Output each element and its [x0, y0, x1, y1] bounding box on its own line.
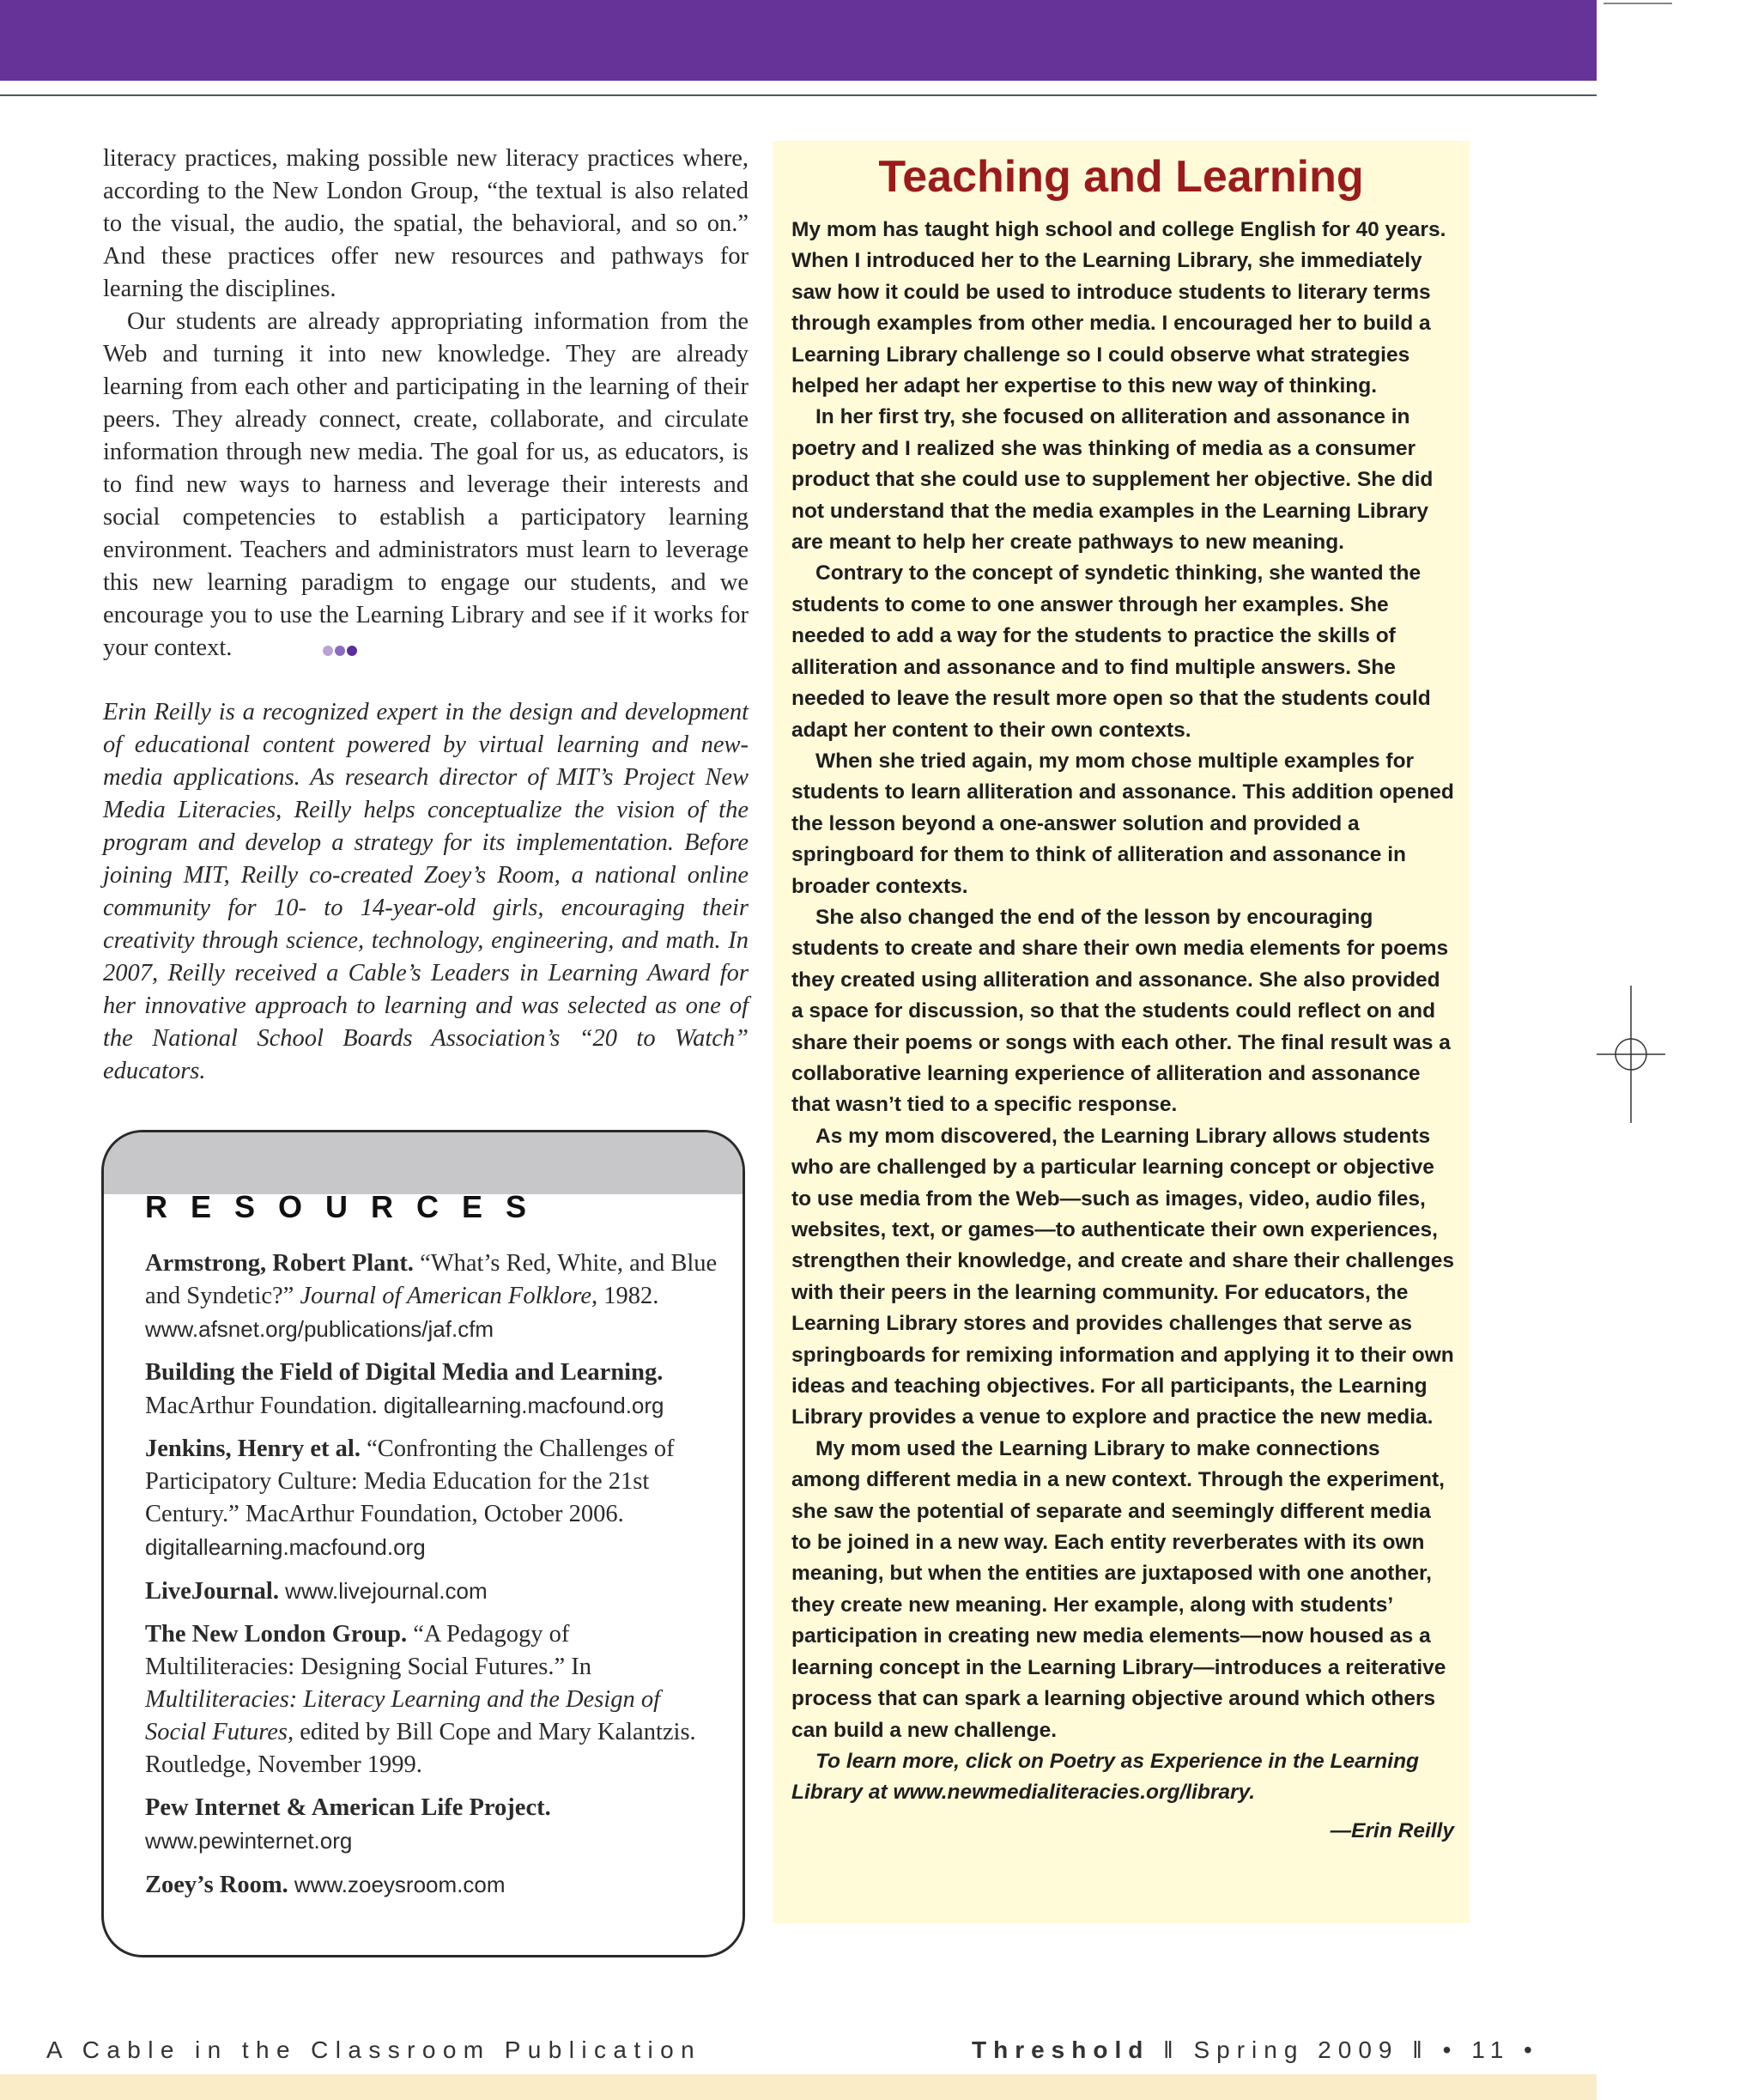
article-paragraph-2	[103, 306, 749, 665]
resource-item: Jenkins, Henry et al. “Confronting the Challenges of Participatory Culture: Media Education for the 21st Century.” MacArthur Foundation, October 2006. digitallearning.macfound.org	[145, 1435, 675, 1560]
header-rule	[0, 94, 1597, 96]
sidebar-paragraph: As my mom discovered, the Learning Library allows students who are challenged by a particular learning concept or objective to use media from the Web—such as images, video, audio files, websites, text, or games—to authenticate their own experiences, strengthen their knowledge, and create and share their challenges with their peers in the learning community. For educators, the Learning Library stores and provides challenges that serve as springboards for remixing information and applying it to their own ideas and teaching objectives. For all participants, the Learning Library provides a venue to explore and practice the new media.	[791, 1124, 1454, 1429]
article-column	[103, 143, 749, 1088]
resource-link[interactable]: www.pewinternet.org	[145, 1828, 353, 1854]
author-bio: Erin Reilly is a recognized expert in the design and development of educational content powered by virtual learning and new-media applications. As research director of MIT’s Project New Media Literacies, Reilly helps conceptualize the vision of the program and develop a strategy for its implementation. Before joining MIT, Reilly co-created Zoey’s Room, a national online community for 10- to 14-year-old girls, encouraging their creativity through science, technology, engineering, and math. In 2007, Reilly received a Cable’s Leaders in Learning Award for her innovative approach to learning and was selected as one of the National School Boards Association’s “20 to Watch” educators.	[103, 699, 749, 1085]
resource-item: Zoey’s Room. www.zoeysroom.com	[145, 1872, 506, 1898]
resource-link[interactable]: www.livejournal.com	[285, 1578, 488, 1604]
resource-link[interactable]: www.zoeysroom.com	[294, 1872, 506, 1897]
sidebar-paragraph: In her first try, she focused on alliteration and assonance in poetry and I realized she was thinking of media as a consumer product that she could use to supplement her objective. She did not understand that the media examples in the Learning Library are meant to help her create pathways to new meaning.	[791, 405, 1434, 555]
article-paragraph-2-text: Our students are already appropriating information from the Web and turning it into new knowledge. They are already learning from each other and participating in the learning of their peers. They already connect, create, collaborate, and circulate information through new media. The goal for us, as educators, is to find new ways to harness and leverage their interests and social competencies to establish a participatory learning environment. Teachers and administrators must learn to leverage this new learning paradigm to engage our students, and we encourage you to use the Learning Library and see if it works for your context.	[103, 308, 749, 661]
sidebar-paragraph: My mom has taught high school and college English for 40 years. When I introduced her to the Learning Library, she immediately saw how it could be used to introduce students to literary terms through examples from other media. I encouraged her to build a Learning Library challenge so I could observe what strategies helped her adapt her expertise to this new way of thinking.	[791, 218, 1446, 398]
crop-mark	[1603, 3, 1672, 4]
resources-title: RESOURCES	[145, 1189, 550, 1224]
sidebar-paragraph: Contrary to the concept of syndetic thinking, she wanted the students to come to one answer through her examples. She needed to add a way for the students to practice the skills of alliteration and assonance and to find multiple answers. She needed to leave the result more open so that the students could adapt her content to their own contexts.	[791, 561, 1431, 742]
learn-more-note: To learn more, click on Poetry as Experience in the Learning Library at www.newmedialiteracies.org/library.	[791, 1749, 1420, 1805]
sidebar-paragraph: When she tried again, my mom chose multiple examples for students to learn alliteration and assonance. This addition opened the lesson beyond a one-answer solution and provided a springboard for them to think of alliteration and assonance in broader contexts.	[791, 749, 1454, 898]
footer-publication: Threshold	[972, 2036, 1150, 2063]
resource-item: Building the Field of Digital Media and Learning. MacArthur Foundation. digitallearning.macfound.org	[145, 1359, 664, 1419]
page-footer	[0, 2036, 1758, 2071]
resource-item: The New London Group. “A Pedagogy of Multiliteracies: Designing Social Futures.” In Multiliteracies: Literacy Learning and the Design of Social Futures, edited by Bill Cope and Mary Kalantzis. Routledge, November 1999.	[145, 1621, 696, 1778]
resource-link[interactable]: digitallearning.macfound.org	[383, 1393, 664, 1418]
resources-box	[101, 1130, 745, 1957]
sidebar-title: Teaching and Learning	[878, 152, 1364, 202]
resource-item: Armstrong, Robert Plant. “What’s Red, White, and Blue and Syndetic?” Journal of American Folklore, 1982. www.afsnet.org/publications/jaf.cfm	[145, 1250, 718, 1342]
sidebar-body	[791, 215, 1454, 1847]
footer-publisher: A Cable in the Classroom Publication	[46, 2036, 702, 2063]
resource-link[interactable]: www.afsnet.org/publications/jaf.cfm	[145, 1316, 494, 1342]
resource-link[interactable]: digitallearning.macfound.org	[145, 1534, 426, 1560]
sidebar-paragraph: My mom used the Learning Library to make connections among different media in a new context. Through the experiment, she saw the potential of separate and seemingly different media to be joined in a new way. Each entity reverberates with its own meaning, but when the entities are juxtaposed with one another, they create new meaning. Her example, along with students’ participation in creating new media elements—now housed as a learning concept in the Learning Library—introduces a reiterative process that can spark a learning objective around which others can build a new challenge.	[791, 1436, 1446, 1742]
end-of-article-dots-icon	[299, 633, 359, 665]
resources-header	[104, 1132, 743, 1194]
footer-band	[0, 2074, 1597, 2100]
resource-item: Pew Internet & American Life Project. www.pewinternet.org	[145, 1794, 551, 1854]
page-number: 11	[1471, 2036, 1511, 2063]
footer-issue: Spring 2009	[1193, 2036, 1399, 2063]
sidebar-signature: —Erin Reilly	[1330, 1818, 1454, 1842]
resource-item: LiveJournal. www.livejournal.com	[145, 1578, 488, 1605]
resources-list	[145, 1247, 722, 1912]
sidebar-paragraph: She also changed the end of the lesson by encouraging students to create and share their own media elements for poems they created using alliteration and assonance. She also provided a space for discussion, so that the students could reflect on and share their poems or songs with each other. The final result was a collaborative learning experience of alliteration and assonance that wasn’t tied to a specific response.	[791, 905, 1451, 1117]
article-paragraph-1: literacy practices, making possible new literacy practices where, according to the New London Group, “the textual is also related to the visual, the audio, the spatial, the behavioral, and so on.” And these practices offer new resources and pathways for learning the disciplines.	[103, 145, 749, 302]
registration-mark-icon	[1597, 986, 1665, 1123]
footer-issue-info: Threshold ‖ Spring 2009 ‖ • 11 •	[972, 2036, 1539, 2063]
teaching-learning-sidebar	[773, 141, 1470, 1923]
header-band	[0, 0, 1597, 81]
